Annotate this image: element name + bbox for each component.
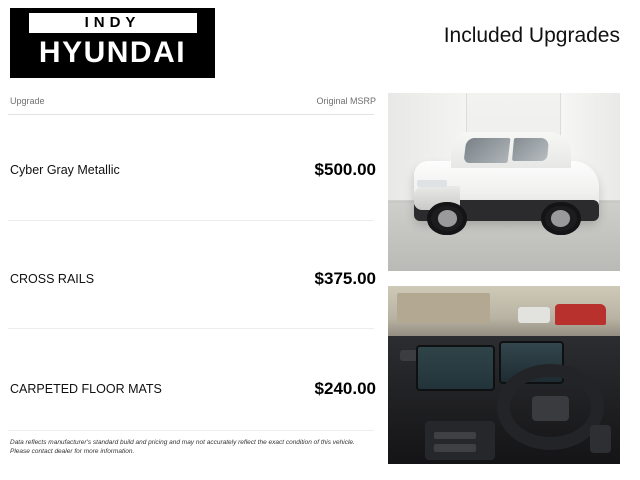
- console-button: [434, 432, 476, 439]
- table-header-divider: [8, 114, 374, 115]
- table-row: [0, 160, 388, 185]
- upgrade-name: Cyber Gray Metallic: [10, 163, 120, 177]
- upgrade-price: $500.00: [314, 160, 376, 179]
- suv-rear-window: [512, 138, 549, 161]
- dealer-logo: [10, 8, 215, 78]
- vehicle-exterior-photo: [388, 93, 620, 271]
- console-button: [434, 444, 476, 451]
- upgrade-price: $375.00: [314, 269, 376, 288]
- vehicle-interior-photo: [388, 286, 620, 464]
- upgrade-name: CARPETED FLOOR MATS: [10, 382, 162, 396]
- background-building: [397, 293, 490, 323]
- suv-front-wheel: [427, 202, 466, 236]
- row-divider: [8, 328, 374, 329]
- logo-hyundai-text: HYUNDAI: [38, 36, 187, 69]
- gear-shifter: [590, 425, 611, 453]
- column-header-upgrade: Upgrade: [10, 96, 45, 106]
- row-divider: [8, 220, 374, 221]
- upgrade-name: CROSS RAILS: [10, 272, 95, 286]
- disclaimer-line-2: Please contact dealer for more information.: [10, 448, 135, 455]
- logo-indy-text: INDY: [29, 13, 197, 33]
- center-console: [425, 421, 495, 460]
- suv-headlight: [417, 180, 447, 187]
- suv-front-window: [463, 138, 510, 163]
- column-header-msrp: Original MSRP: [316, 96, 376, 106]
- suv-rear-wheel: [541, 202, 580, 236]
- instrument-cluster-screen: [416, 345, 495, 391]
- background-white-car: [518, 307, 550, 323]
- table-row: [0, 379, 388, 404]
- row-divider: [8, 430, 374, 431]
- disclaimer-line-1: Data reflects manufacturer's standard build and pricing and may not accurately reflect the exact condition of this vehicle.: [10, 439, 355, 446]
- page-title: Included Upgrades: [443, 24, 620, 47]
- upgrade-price: $240.00: [314, 379, 376, 398]
- background-red-car: [555, 304, 606, 325]
- table-row: [0, 269, 388, 294]
- disclaimer: [10, 438, 370, 456]
- steering-wheel-hub: [532, 396, 569, 421]
